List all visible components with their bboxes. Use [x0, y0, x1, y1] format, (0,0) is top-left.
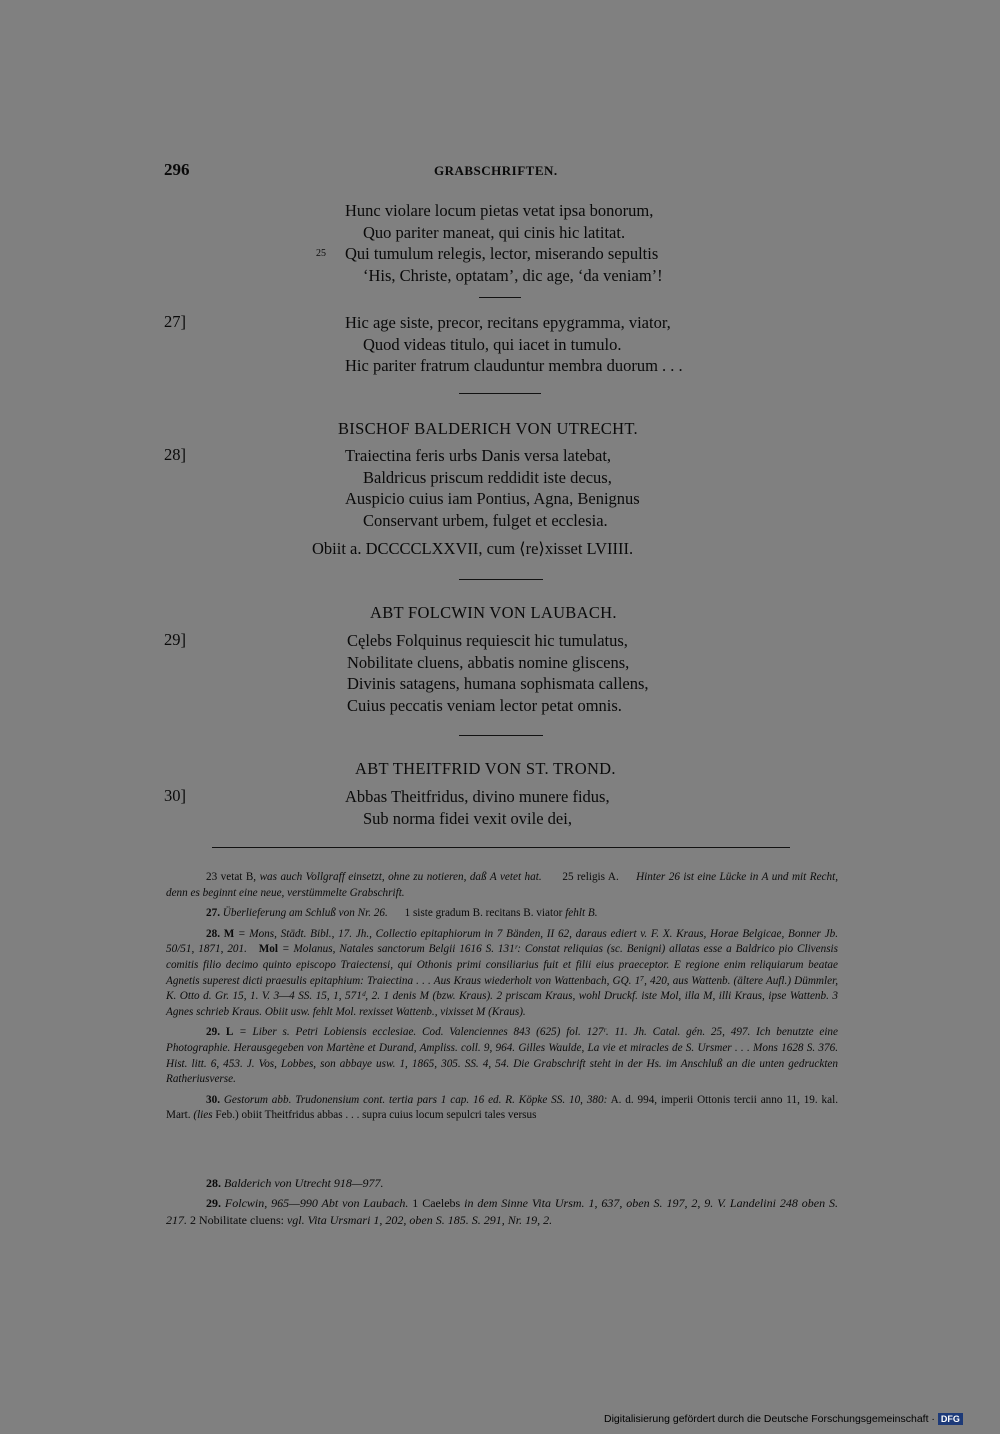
credit-text: Digitalisierung gefördert durch die Deutsche Forschungsgemeinschaft ·	[604, 1413, 935, 1425]
poem-block-26	[345, 200, 663, 286]
poem-block-28	[345, 445, 640, 531]
poem-block-29	[347, 630, 649, 716]
poem-line: Sub norma fidei vexit ovile dei,	[363, 808, 572, 828]
page-number: 296	[164, 160, 190, 179]
divider	[459, 579, 543, 580]
footnote-separator	[212, 847, 790, 848]
section-title-balderich: BISCHOF BALDERICH VON UTRECHT.	[338, 419, 638, 438]
digitization-credit	[604, 1413, 963, 1425]
apparatus-note-28: 28. M = Mons, Städt. Bibl., 17. Jh., Collectio epitaphiorum in 7 Bänden, II 62, daraus ediert v. F. X. Kraus, Horae Belgicae, Bonner Jb. 50/51, 1871, 201. Mol = Molanus, Natales sanctorum Belgii 1616 S. 131ʳ: Constat reliquias (sc. Benigni) allatas esse a Baldrico pio Clivensis comitis filio decimo quinto episcopo Traiectensi, qui Othonis primi consiliarius fuit et filii eius praeceptor. E regione enim reliquiarum beatae Agnetis superest dicti praesulis epitaphium: Traiectina . . . Aus Kraus wiederholt von Wattenbach, GQ. 1⁷, 420, aus Wattenb. (ältere Aufl.) Dümmler, K. Otto d. Gr. 15, 1. V. 3—4 SS. 15, 1, 571ᵈ, 2. 1 denis M (bzw. Kraus). 2 priscam Kraus, wohl Druckf. iste Mol, illa M, illi Kraus, ipse Wattenb. 3 Agnes schrieb Kraus. Obiit usw. fehlt Mol. rexisset Wattenb., vixisset M (Kraus).	[166, 927, 839, 1018]
poem-line: Hunc violare locum pietas vetat ipsa bonorum,	[345, 201, 654, 220]
dfg-logo: DFG	[938, 1413, 963, 1425]
epitaph-number-27: 27]	[164, 312, 186, 331]
epitaph-number-30: 30]	[164, 786, 186, 805]
poem-line: Abbas Theitfridus, divino munere fidus,	[345, 787, 610, 806]
epitaph-number-29: 29]	[164, 630, 186, 649]
poem-line: Nobilitate cluens, abbatis nomine gliscens,	[347, 652, 630, 672]
apparatus-note-29: 29. L = Liber s. Petri Lobiensis ecclesiae. Cod. Valenciennes 843 (625) fol. 127ʳ. 11. Jh. Catal. gén. 25, 497. Ich benutzte eine Photographie. Herausgegeben von Martène et Durand, Ampliss. coll. 9, 964. Gilles Waulde, La vie et miracles de S. Ursmer . . . Mons 1628 S. 376. Hist. litt. 6, 453. J. Vos, Lobbes, son abbaye usw. 1, 1865, 305. SS. 4, 54. Die Grabschrift steht in der Hs. im Anschluß an die unten gedruckten Ratheriusverse.	[166, 1026, 838, 1086]
section-title-folcwin: ABT FOLCWIN VON LAUBACH.	[370, 603, 617, 622]
poem-line: Qui tumulum relegis, lector, miserando sepultis	[345, 244, 659, 263]
divider	[459, 393, 541, 394]
poem-block-30	[345, 786, 610, 829]
obiit-note: Obiit a. DCCCCLXXVII, cum ⟨re⟩xisset LVIIII.	[312, 539, 634, 558]
poem-line: ‘His, Christe, optatam’, dic age, ‘da veniam’!	[363, 265, 663, 285]
divider	[459, 735, 543, 736]
poem-line: Quod videas titulo, qui iacet in tumulo.	[363, 334, 622, 354]
divider	[479, 297, 521, 298]
section-title-theitfrid: ABT THEITFRID VON ST. TROND.	[355, 759, 616, 778]
poem-block-27	[345, 312, 683, 377]
apparatus-note-30: 30. Gestorum abb. Trudonensium cont. tertia pars 1 cap. 16 ed. R. Köpke SS. 10, 380: A. d. 994, imperii Ottonis tercii anno 11, 19. kal. Mart. (lies Feb.) obiit Theitfridus abbas . . . supra cuius locum sepulcri tales versus	[166, 1093, 839, 1122]
poem-line: Cęlebs Folquinus requiescit hic tumulatus,	[347, 631, 628, 650]
poem-line: Conservant urbem, fulget et ecclesia.	[363, 510, 608, 530]
poem-line: Traiectina feris urbs Danis versa latebat,	[345, 446, 612, 465]
commentary-notes	[166, 1175, 838, 1232]
epitaph-number-28: 28]	[164, 445, 186, 464]
critical-apparatus	[166, 870, 838, 1129]
poem-line: Quo pariter maneat, qui cinis hic latitat.	[363, 222, 626, 242]
line-number: 25	[316, 248, 326, 259]
poem-line: Hic age siste, precor, recitans epygramma, viator,	[345, 313, 671, 332]
poem-line: Auspicio cuius iam Pontius, Agna, Benignus	[345, 489, 640, 508]
poem-line: Divinis satagens, humana sophismata callens,	[347, 674, 649, 693]
poem-line: Hic pariter fratrum clauduntur membra duorum . . .	[345, 356, 683, 375]
commentary-note-28: 28. Balderich von Utrecht 918—977.	[206, 1176, 384, 1190]
apparatus-note-27: 27. Überlieferung am Schluß von Nr. 26. 1 siste gradum B. recitans B. viator fehlt B.	[206, 907, 598, 920]
commentary-note-29: 29. Folcwin, 965—990 Abt von Laubach. 1 Caelebs in dem Sinne Vita Ursm. 1, 637, oben S. 197, 2, 9. V. Landelini 248 oben S. 217. 2 Nobilitate cluens: vgl. Vita Ursmari 1, 202, oben S. 185. S. 291, Nr. 19, 2.	[166, 1196, 839, 1227]
running-title: GRABSCHRIFTEN.	[434, 163, 558, 178]
poem-line: Baldricus priscum reddidit iste decus,	[363, 467, 612, 487]
apparatus-note-23: 23 vetat B, was auch Vollgraff einsetzt, ohne zu notieren, daß A vetet hat. 25 religis A. Hinter 26 ist eine Lücke in A und mit Recht, denn es beginnt eine neue, verstümmelte Grabschrift.	[166, 871, 838, 899]
poem-line: Cuius peccatis veniam lector petat omnis.	[347, 695, 622, 715]
